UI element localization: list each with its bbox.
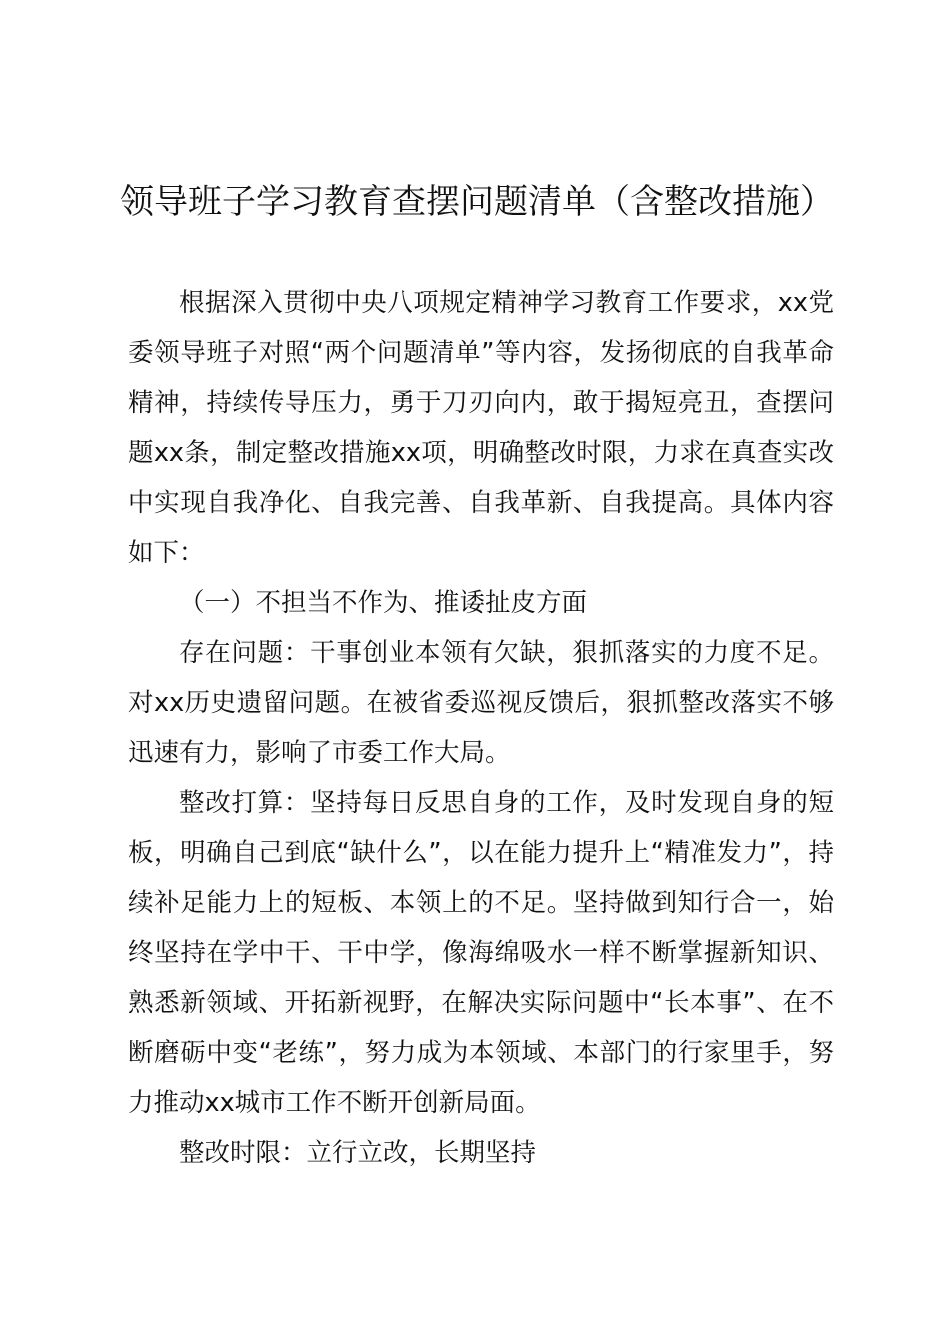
- intro-paragraph: 根据深入贯彻中央八项规定精神学习教育工作要求，xx党委领导班子对照“两个问题清单”等内容，发扬彻底的自我革命精神，持续传导压力，勇于刀刃向内，敢于揭短亮丑，查摆问题xx条，制定整改措施xx项，明确整改时限，力求在真查实改中实现自我净化、自我完善、自我革新、自我提高。具体内容如下：: [128, 288, 834, 568]
- section-heading: （一）不担当不作为、推诿扯皮方面: [179, 588, 588, 618]
- document-body: [128, 278, 834, 1178]
- deadline-paragraph: 整改时限：立行立改，长期坚持: [179, 1138, 537, 1168]
- plan-paragraph: 整改打算：坚持每日反思自身的工作，及时发现自身的短板，明确自己到底“缺什么”，以在能力提升上“精准发力”，持续补足能力上的短板、本领上的不足。坚持做到知行合一，始终坚持在学中干、干中学，像海绵吸水一样不断掌握新知识、熟悉新领域、开拓新视野，在解决实际问题中“长本事”、在不断磨砺中变“老练”，努力成为本领域、本部门的行家里手，努力推动xx城市工作不断开创新局面。: [128, 788, 834, 1118]
- document-title: 领导班子学习教育查摆问题清单（含整改措施）: [120, 182, 834, 222]
- problem-paragraph: 存在问题：干事创业本领有欠缺，狠抓落实的力度不足。对xx历史遗留问题。在被省委巡视反馈后，狠抓整改落实不够迅速有力，影响了市委工作大局。: [128, 638, 834, 768]
